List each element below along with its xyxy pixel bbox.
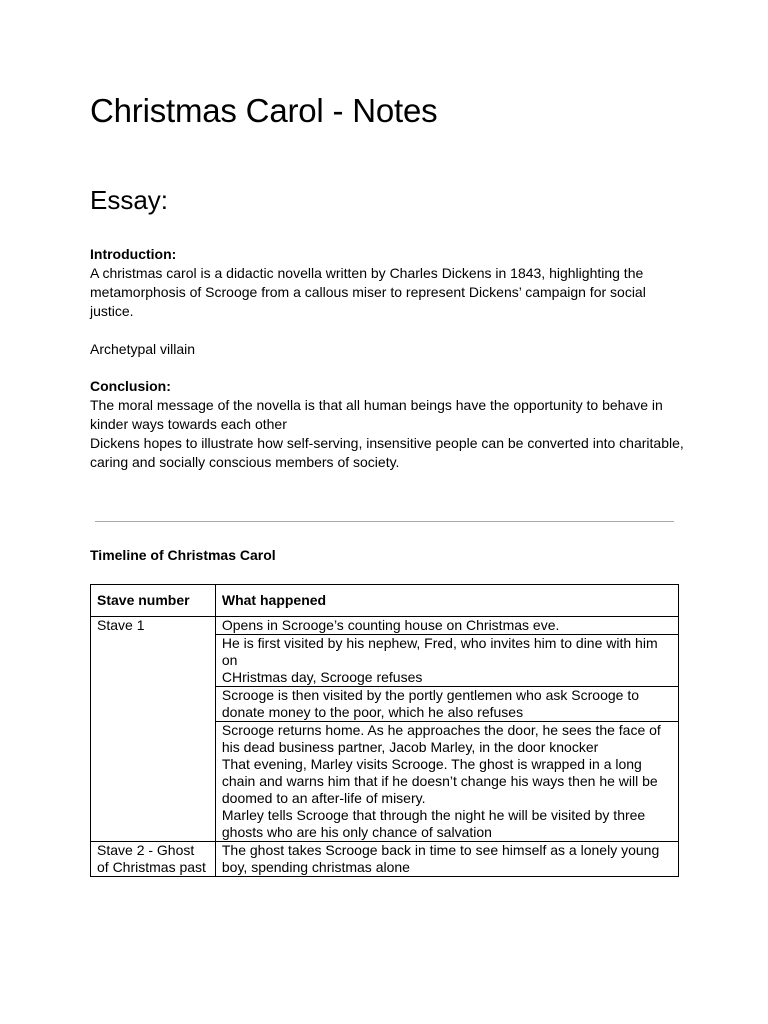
introduction-label: Introduction: <box>90 246 177 262</box>
event-line: ghosts who are his only chance of salvation <box>221 824 492 840</box>
stave-1-cell: Stave 1 <box>91 617 216 842</box>
conclusion-label: Conclusion: <box>90 378 171 394</box>
conclusion-line: Dickens hopes to illustrate how self-serving, insensitive people can be converted into charitable, <box>90 435 684 451</box>
event-line: That evening, Marley visits Scrooge. The ghost is wrapped in a long <box>221 756 642 772</box>
stave-label-line: Stave 2 - Ghost <box>97 842 195 858</box>
column-header-stave: Stave number <box>91 585 216 617</box>
stave-2-cell <box>91 842 216 877</box>
archetype-note: Archetypal villain <box>90 341 196 357</box>
event-line: He is first visited by his nephew, Fred, who invites him to dine with him on <box>221 635 658 668</box>
event-line: Scrooge returns home. As he approaches the door, he sees the face of <box>221 722 661 738</box>
event-cell <box>215 617 678 635</box>
table-row <box>91 617 679 635</box>
event-line: Marley tells Scrooge that through the night he will be visited by three <box>221 807 646 823</box>
event-line: boy, spending christmas alone <box>221 859 410 875</box>
conclusion-block <box>90 377 690 472</box>
conclusion-line: The moral message of the novella is that all human beings have the opportunity to behave in <box>90 397 663 413</box>
conclusion-line: caring and socially conscious members of society. <box>90 454 400 470</box>
timeline-title: Timeline of Christmas Carol <box>90 547 276 563</box>
stave-label-line: of Christmas past <box>97 859 206 875</box>
introduction-block <box>90 245 690 321</box>
event-cell <box>215 722 678 842</box>
table-header-row <box>91 585 679 617</box>
horizontal-divider <box>95 521 674 522</box>
event-line: his dead business partner, Jacob Marley, in the door knocker <box>221 739 599 755</box>
document-title: Christmas Carol - Notes <box>90 92 438 129</box>
event-cell <box>215 635 678 687</box>
event-line: The ghost takes Scrooge back in time to see himself as a lonely young <box>221 842 660 858</box>
event-line: Scrooge is then visited by the portly gentlemen who ask Scrooge to <box>221 687 639 703</box>
event-line: doomed to an after-life of misery. <box>221 790 426 806</box>
event-line: Opens in Scrooge’s counting house on Christmas eve. <box>221 617 560 633</box>
table-row <box>91 842 679 877</box>
introduction-line: metamorphosis of Scrooge from a callous miser to represent Dickens’ campaign for social <box>90 284 646 300</box>
introduction-line: justice. <box>90 303 134 319</box>
conclusion-line: kinder ways towards each other <box>90 416 287 432</box>
introduction-line: A christmas carol is a didactic novella written by Charles Dickens in 1843, highlighting the <box>90 265 644 281</box>
column-header-events: What happened <box>215 585 678 617</box>
event-cell <box>215 842 678 877</box>
event-cell <box>215 687 678 722</box>
timeline-table <box>90 584 679 877</box>
event-line: CHristmas day, Scrooge refuses <box>221 669 423 685</box>
essay-heading: Essay: <box>90 185 169 215</box>
event-line: donate money to the poor, which he also refuses <box>221 704 524 720</box>
event-line: chain and warns him that if he doesn’t change his ways then he will be <box>221 773 658 789</box>
